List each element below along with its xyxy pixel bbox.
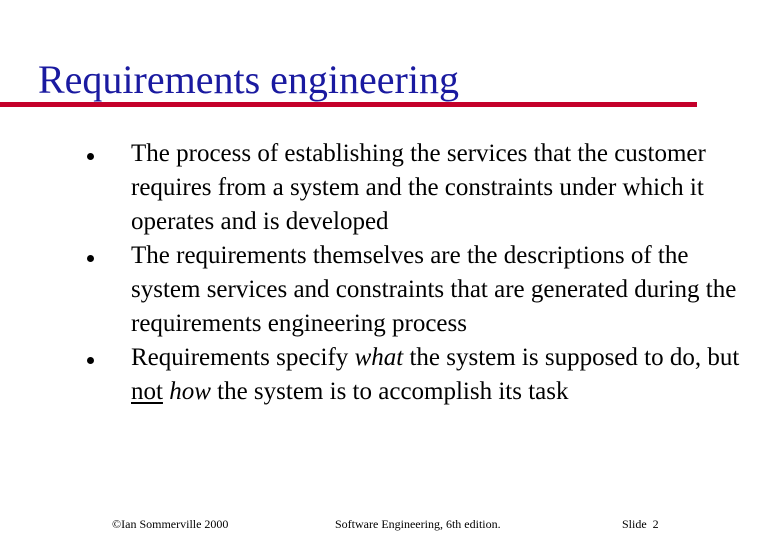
bullet-dot-icon (87, 153, 94, 160)
footer-slide-number: Slide 2 (622, 517, 659, 531)
bullet-text-part: the system is supposed to do, but (403, 344, 740, 371)
bullet-list (0, 137, 780, 409)
underlined-not: not (131, 378, 163, 405)
bullet-text-part: the system is to accomplish its task (210, 378, 569, 405)
title-underline-rule (0, 102, 697, 107)
bullet-dot-icon (87, 255, 94, 262)
bullet-text-part: Requirements specify (131, 344, 355, 371)
slide-title: Requirements engineering (38, 57, 459, 102)
bullet-text: The process of establishing the services that the customer requires from a system and the constraints under which it operates and is developed (131, 140, 706, 235)
bullet-item (0, 341, 780, 409)
bullet-text: The requirements themselves are the descriptions of the system services and constraints that are generated during the requirements engineering process (131, 242, 737, 337)
bullet-dot-icon (87, 357, 94, 364)
bullet-item (0, 137, 780, 239)
bullet-item (0, 239, 780, 341)
bullet-text (131, 341, 741, 409)
emphasis-how: how (169, 378, 211, 405)
footer-copyright: ©Ian Sommerville 2000 (112, 517, 229, 531)
emphasis-what: what (354, 344, 404, 371)
footer-book-title: Software Engineering, 6th edition. (335, 517, 501, 531)
